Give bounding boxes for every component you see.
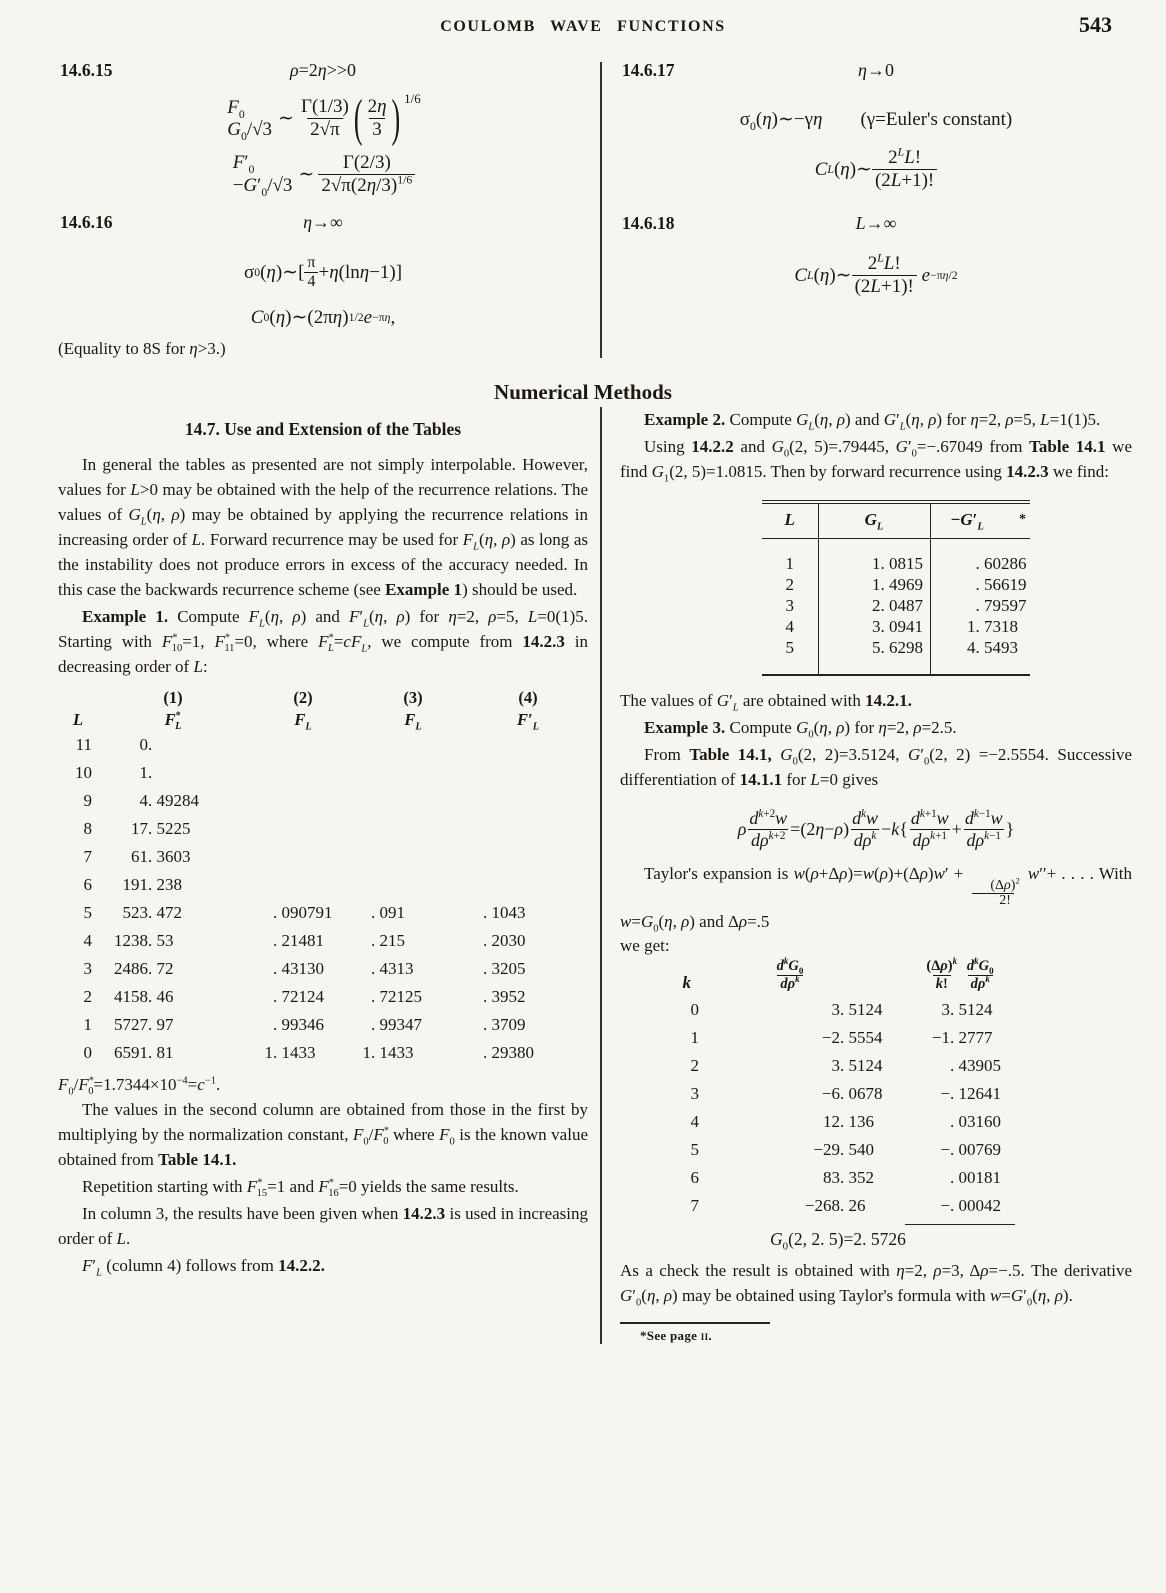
- table-cell: 523. 472: [122, 903, 182, 922]
- table-body: [650, 996, 1075, 1220]
- table-cell: 1: [690, 1027, 699, 1047]
- table-row: [762, 595, 1030, 616]
- table-body: [762, 539, 1030, 676]
- math-fragment: Γ(1/3): [300, 96, 349, 117]
- table-row: [650, 996, 1075, 1024]
- table-cell: 4: [690, 1111, 699, 1131]
- equation-label: 14.6.18: [622, 212, 675, 233]
- equation-condition: η→0: [858, 60, 894, 80]
- equation-condition: L→∞: [855, 212, 897, 233]
- example-1-table: [58, 687, 588, 1067]
- footnote: *See page ii.: [640, 1327, 712, 1343]
- fraction: [298, 96, 352, 142]
- table-cell: . 215: [371, 931, 405, 950]
- table-cell: [468, 843, 588, 871]
- column-header: $d^kG_0$ $d\rho^k$: [776, 955, 804, 992]
- table-cell: . 79597: [975, 596, 1027, 615]
- table-row: [58, 1011, 588, 1039]
- column-header: L: [72, 710, 84, 729]
- equation-14-6-15: [58, 60, 588, 198]
- table-cell: 9: [83, 791, 92, 810]
- table-row: [58, 899, 588, 927]
- equation-line: [58, 88, 588, 147]
- paragraph: In general the tables as presented are not simply interpolable. However, values for L>0 may be obtained with the help of the recurrence relations. The values of $G_L(\eta$, ρ) may be obtained by applying the recurrence relations in increasing order of L. Forward recurrence may be used for $F_L(\eta$, ρ) as long as the instability does not produce errors in excess of the accuracy needed. In this case the backwards recurrence scheme (see Example 1) should be used.: [58, 455, 589, 599]
- table-cell: . 60286: [975, 554, 1027, 573]
- table-cell: −268. 26: [804, 1195, 866, 1215]
- page-number: 543: [1079, 12, 1112, 37]
- table-cell: 1: [83, 1015, 92, 1034]
- equation-head: [620, 60, 1132, 86]
- table-cell: 17. 5225: [131, 819, 191, 838]
- table-cell: . 4313: [371, 959, 414, 978]
- table-cell: 3: [762, 595, 818, 616]
- table-cell: −6. 0678: [821, 1083, 883, 1103]
- table-cell: 3: [83, 959, 92, 978]
- similar-symbol: ∼: [278, 108, 294, 130]
- paragraph: As a check the result is obtained with η=2, ρ=3, Δρ=−.5. The derivative $G'_0(\eta$, ρ) may be obtained using Taylor's formula with $w=G'_0(\eta$, ρ).: [620, 1260, 1132, 1309]
- table-row: [650, 1164, 1075, 1192]
- table-cell: [248, 787, 358, 815]
- table-cell: −2. 5554: [821, 1027, 883, 1047]
- table-row: [650, 1108, 1075, 1136]
- math-fragment: (γ=Euler's constant): [860, 108, 1013, 130]
- we-get-label: we get:: [620, 935, 670, 955]
- table-cell: [248, 871, 358, 899]
- footnote-rule: [620, 1322, 770, 1324]
- table-row: [650, 1192, 1075, 1220]
- normalization-line: $F_0/F^*_0=1.7344\times 10^{-4}=c^{-1}$.: [58, 1075, 221, 1098]
- table-cell: [358, 759, 468, 787]
- table-row: [58, 927, 588, 955]
- table-cell: 5: [690, 1139, 699, 1159]
- exponent: 1/6: [404, 90, 421, 106]
- table-cell: [358, 815, 468, 843]
- table-cell: . 99347: [371, 1015, 422, 1034]
- paragraph: The values of $G'_L$ are obtained with 14.2.1.: [620, 691, 912, 714]
- footnote-asterisk: *: [1019, 512, 1026, 527]
- table-cell: 8: [83, 819, 92, 838]
- equation-line: [620, 108, 1132, 131]
- table-cell: . 56619: [975, 575, 1027, 594]
- math-fragment: $\sigma_0(\eta)\sim-\gamma\eta$: [739, 109, 823, 133]
- similar-symbol: ∼: [298, 164, 315, 186]
- table-cell: 1238. 53: [114, 931, 174, 950]
- table-cell: [248, 731, 358, 759]
- table-cell: 0.: [139, 735, 153, 754]
- table-cell: [468, 759, 588, 787]
- table-cell: 4. 49284: [139, 791, 199, 810]
- math-fragment: 3: [369, 118, 385, 141]
- equation-line: C L ( η )∼ $2^LL$! (2L+1)!: [620, 147, 1132, 193]
- stacked-ratio: [225, 97, 274, 142]
- column-header: L: [762, 502, 818, 539]
- table-cell: . 99346: [273, 1015, 324, 1034]
- equation-label: 14.6.17: [622, 60, 675, 80]
- table-cell: 6591. 81: [114, 1043, 174, 1062]
- table-cell: 11: [75, 735, 92, 754]
- table-row: [762, 637, 1030, 675]
- table-cell: . 43130: [273, 959, 324, 978]
- equation-line: C L ( η )∼ $2^LL$! (2L+1)! e −πη/2: [794, 251, 958, 298]
- stacked-ratio: [231, 152, 295, 197]
- table-row: [650, 1136, 1075, 1164]
- table-cell: 2. 0487: [818, 595, 930, 616]
- math-fragment: $2√\pi(2\eta/3)^{1/6}$: [318, 174, 415, 197]
- table-cell: 4158. 46: [114, 987, 174, 1006]
- table-cell: 4: [83, 931, 92, 950]
- table-cell: 4. 5493: [967, 638, 1018, 657]
- table-cell: [358, 731, 468, 759]
- equations-right-column: [612, 58, 1132, 366]
- column-header: $G_L$: [818, 502, 930, 539]
- table-cell: 1. 0815: [818, 539, 930, 575]
- paragraph-example-2: Example 2. Compute $G_L(\eta$, ρ) and $G'_L(\eta$, ρ) for η=2, ρ=5, L=1(1)5.: [644, 410, 1101, 433]
- column-header-label: $-G'_L$: [950, 510, 984, 533]
- table-cell: 2: [690, 1055, 699, 1075]
- table-cell: 3. 5124: [941, 999, 993, 1019]
- open-paren: (: [353, 88, 363, 147]
- table-cell: −29. 540: [813, 1139, 874, 1159]
- equations-left-column: [40, 58, 588, 366]
- column-header: $F'_L$: [517, 710, 539, 733]
- equation-head: [58, 60, 588, 86]
- table-cell: 0: [83, 1043, 92, 1062]
- table-row: [650, 1052, 1075, 1080]
- table-cell: . 090791: [273, 903, 333, 922]
- column-header: (3): [403, 688, 423, 707]
- table-row: [58, 709, 588, 731]
- table-cell: 6: [690, 1167, 699, 1187]
- table-cell: 2: [762, 574, 818, 595]
- table-row: [58, 731, 588, 759]
- equation-line: [58, 152, 588, 198]
- table-body: [58, 731, 588, 1067]
- table-row: [58, 843, 588, 871]
- table-cell: [248, 759, 358, 787]
- equation-condition: ρ=2η>>0: [289, 60, 357, 80]
- table-cell: 10: [75, 763, 92, 782]
- table-cell: 5727. 97: [114, 1015, 174, 1034]
- column-header: (4): [518, 688, 538, 707]
- example-3-table: [650, 955, 1075, 1220]
- table-cell: 5. 6298: [818, 637, 930, 675]
- table-cell: 6: [83, 875, 92, 894]
- table-cell: . 21481: [273, 931, 324, 950]
- column-divider: [600, 407, 602, 1344]
- column-header: k: [682, 972, 691, 992]
- paragraph: The values in the second column are obtained from those in the first by multiplying by the normalization constant, $F_0/F^*_0$ where $F_0$ is the known value obtained from Table 14.1.: [58, 1100, 588, 1169]
- sum-rule: [905, 1224, 1015, 1225]
- table-cell: −. 12641: [940, 1083, 1001, 1103]
- table-cell: . 091: [371, 903, 405, 922]
- table-cell: 1. 1433: [264, 1043, 316, 1062]
- table-cell: 12. 136: [823, 1111, 874, 1131]
- table-cell: . 29380: [483, 1043, 534, 1062]
- table-row: [762, 539, 1030, 575]
- paragraph: From Table 14.1, $G_0(2$, 2)=3.5124, $G'_0(2$, 2) =−2.5554. Successive differentiation of 14.1.1 for L=0 gives: [620, 745, 1133, 789]
- table-cell: . 2030: [483, 931, 526, 950]
- paragraph-example-1: Example 1. Compute $F_L(\eta$, ρ) and $F'_L(\eta$, ρ) for η=2, ρ=5, L=0(1)5. Starting with $F^*_{10}=1$, $F^*_{11}=0$, where $F^*_L=cF_L$, we compute from 14.2.3 in decreasing order of L:: [58, 607, 588, 676]
- table-cell: 1.: [139, 763, 153, 782]
- table-row: [58, 871, 588, 899]
- table-row: [58, 1039, 588, 1067]
- table-header: [58, 687, 588, 731]
- table-cell: 3. 5124: [831, 999, 883, 1019]
- table-cell: 61. 3603: [131, 847, 191, 866]
- column-header: [58, 687, 98, 709]
- table-cell: [248, 843, 358, 871]
- table-cell: 5: [762, 637, 818, 675]
- equation-note: (Equality to 8S for η>3.): [58, 339, 226, 359]
- table-cell: 83. 352: [823, 1167, 874, 1187]
- column-header: (1): [163, 688, 183, 707]
- table-cell: [358, 871, 468, 899]
- table-cell: 3: [690, 1083, 699, 1103]
- equations-section: [0, 46, 1166, 366]
- table-cell: 2: [83, 987, 92, 1006]
- equation-head: [620, 213, 1132, 239]
- table-cell: 3. 5124: [831, 1055, 883, 1075]
- table-cell: . 00181: [950, 1167, 1001, 1187]
- equation-14-6-16: [58, 212, 588, 360]
- equation-line: σ 0 ( η )∼[ π 4 + η (ln η −1)]: [243, 253, 403, 291]
- column-header: $F_L$: [294, 710, 312, 733]
- table-row: [762, 502, 1030, 539]
- paragraph: Taylor's expansion is w(ρ+Δρ)=w(ρ)+(Δρ)w′ + $\frac{(\Delta\rho)^2}{2!}$ w′′+ . . . . With $w=G_0(\eta$, ρ) and Δρ=.5: [620, 864, 1133, 935]
- math-fragment: $G_0/√3$: [227, 118, 273, 143]
- table-cell: . 43905: [950, 1055, 1001, 1075]
- result-line: $G_0(2$, 2. 5)=2. 5726: [770, 1228, 906, 1253]
- table-cell: 191. 238: [122, 875, 182, 894]
- column-header: (2): [293, 688, 313, 707]
- table-cell: [468, 815, 588, 843]
- equation-label: 14.6.15: [60, 60, 113, 80]
- table-row: [762, 616, 1030, 637]
- math-fragment: 2η: [367, 96, 387, 117]
- paragraph: Using 14.2.2 and $G_0(2$, 5)=.79445, $G'_0=-.67049$ from Table 14.1 we find $G_1(2$, 5)=1.0815. Then by forward recurrence using 14.2.3 we find:: [620, 437, 1132, 485]
- table-header: [650, 955, 1075, 996]
- table-cell: 7: [83, 847, 92, 866]
- section-heading: Numerical Methods: [494, 380, 672, 404]
- paragraph: In column 3, the results have been given when 14.2.3 is used in increasing order of L.: [58, 1204, 588, 1248]
- table-cell: 1. 1433: [362, 1043, 414, 1062]
- table-cell: −1. 2777: [931, 1027, 993, 1047]
- equation-label: 14.6.16: [60, 211, 113, 232]
- table-cell: [468, 731, 588, 759]
- table-row: [650, 1080, 1075, 1108]
- math-fragment: $F_0$: [227, 96, 245, 121]
- numerical-methods-section: [0, 407, 1166, 1344]
- equation-head: [58, 212, 588, 238]
- table-row: [58, 955, 588, 983]
- column-divider: [600, 62, 602, 358]
- table-cell: . 3709: [483, 1015, 526, 1034]
- table-row: [58, 983, 588, 1011]
- running-title: COULOMB WAVE FUNCTIONS: [440, 18, 726, 35]
- paragraph-example-3: Example 3. Compute $G_0(\eta$, ρ) for η=2, ρ=2.5.: [644, 718, 957, 741]
- table-cell: 5: [83, 903, 92, 922]
- table-cell: 1. 7318: [967, 617, 1018, 636]
- table-row: [58, 815, 588, 843]
- table-cell: . 72124: [273, 987, 324, 1006]
- table-cell: . 3205: [483, 959, 526, 978]
- close-paren: ): [391, 88, 401, 147]
- main-right-column: [612, 407, 1132, 1344]
- table-cell: 2486. 72: [114, 959, 174, 978]
- table-cell: 1: [762, 539, 818, 575]
- column-header: [930, 502, 1030, 539]
- math-fragment: Γ(2/3): [342, 151, 391, 173]
- table-cell: [468, 871, 588, 899]
- page-header: [0, 12, 1166, 46]
- column-header: $F_L$: [404, 710, 422, 733]
- table-cell: 7: [690, 1195, 699, 1215]
- equation-condition: η→∞: [303, 211, 343, 232]
- math-fragment: $-G'_0/√3$: [232, 174, 293, 199]
- column-header: $\frac{(\Delta\rho)^k}{k!}$ $d^kG_0$ $d\rho^k$: [926, 955, 994, 992]
- fraction: [318, 152, 415, 198]
- table-cell: [468, 787, 588, 815]
- table-row: [58, 687, 588, 709]
- table-header: [762, 502, 1030, 539]
- paragraph: Repetition starting with $F^*_{15}=1$ and $F^*_{16}=0$ yields the same results.: [82, 1177, 519, 1200]
- table-cell: . 03160: [950, 1111, 1001, 1131]
- table-cell: [248, 815, 358, 843]
- table-row: [650, 958, 1075, 996]
- table-cell: −. 00042: [940, 1195, 1001, 1215]
- table-cell: 1. 4969: [818, 574, 930, 595]
- table-cell: 4: [762, 616, 818, 637]
- math-fragment: $F'_0$: [232, 152, 255, 177]
- table-cell: 3. 0941: [818, 616, 930, 637]
- column-header: $F^*_L$: [164, 710, 182, 733]
- fraction: [365, 96, 390, 142]
- differentiation-equation: ρ $d^{k+2}w$ $d\rho^{k+2}$ =(2 η − ρ ) $d^kw$ $d\rho^k$ − k { $d^{k+1}w$ $d\rho^{k+1}$ + $d^{k-1}w$ $d\rho^{k-1}$ }: [737, 808, 1015, 851]
- paragraph: $F'_L$ (column 4) follows from 14.2.2.: [82, 1256, 325, 1279]
- equation-14-6-18: [620, 213, 1132, 299]
- table-row: [762, 574, 1030, 595]
- main-left-column: [40, 407, 588, 1344]
- table-cell: 0: [690, 999, 699, 1019]
- table-cell: [358, 843, 468, 871]
- table-row: [650, 1024, 1075, 1052]
- subsection-heading: 14.7. Use and Extension of the Tables: [184, 419, 462, 439]
- table-cell: [358, 787, 468, 815]
- equation-14-6-17: [620, 60, 1132, 193]
- math-fragment: 2√π: [307, 118, 343, 141]
- example-2-table: [762, 500, 1030, 676]
- table-row: [58, 787, 588, 815]
- table-cell: . 72125: [371, 987, 422, 1006]
- table-cell: . 1043: [483, 903, 526, 922]
- table-cell: −. 00769: [940, 1139, 1001, 1159]
- equation-line: C 0 ( η )∼(2π η ) 1/2 e −πη ,: [250, 306, 396, 329]
- table-row: [58, 759, 588, 787]
- table-cell: . 3952: [483, 987, 526, 1006]
